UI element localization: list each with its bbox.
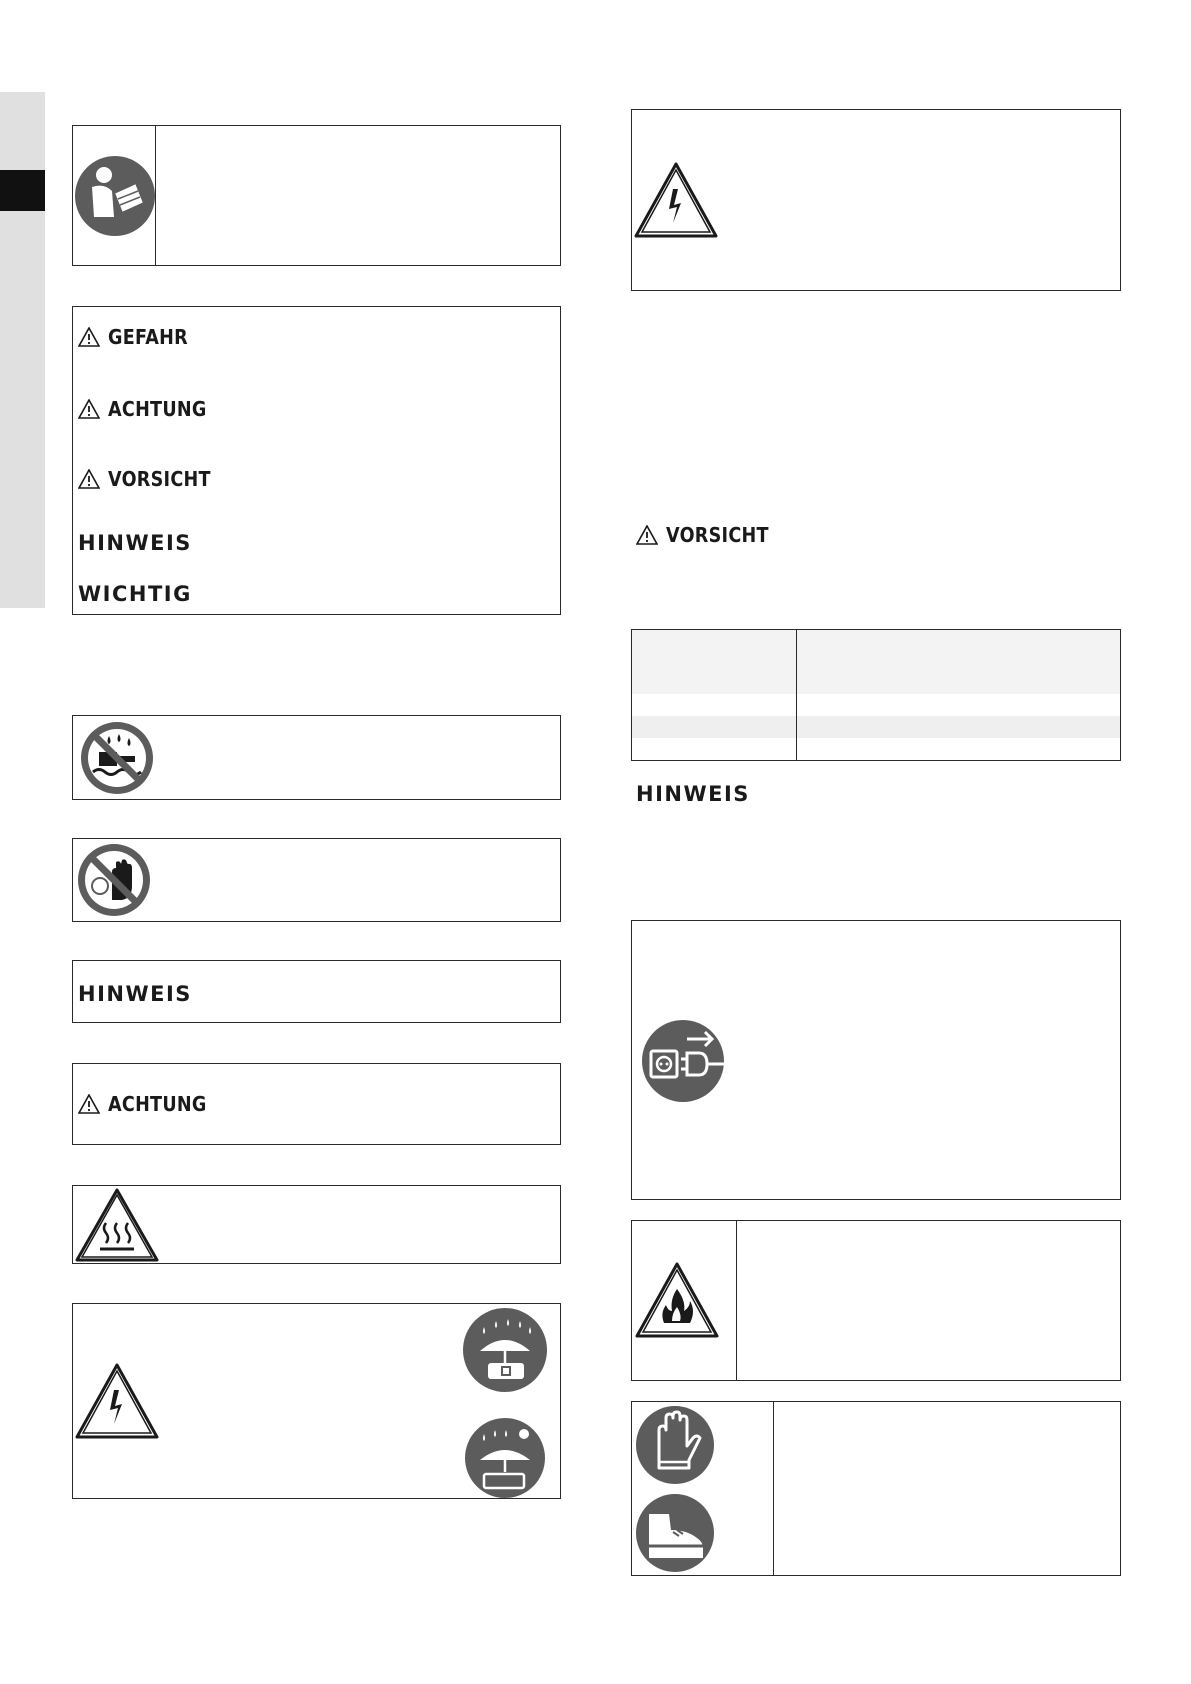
- no-water-spray-icon: [79, 720, 155, 796]
- protect-from-rain-icon: [462, 1307, 548, 1393]
- signal-gefahr: [78, 325, 199, 349]
- box-divider: [736, 1221, 737, 1380]
- signal-word: ACHTUNG: [108, 397, 207, 421]
- electric-box: [631, 109, 1121, 291]
- signal-words-box: [72, 306, 561, 615]
- read-manual-box: [72, 125, 561, 266]
- signal-word: VORSICHT: [108, 467, 211, 491]
- achtung-box: [72, 1063, 561, 1145]
- warning-triangle-icon: [78, 1094, 100, 1114]
- signal-word: ACHTUNG: [108, 1092, 207, 1116]
- table-column-divider: [796, 630, 797, 760]
- wear-gloves-icon: [635, 1404, 715, 1486]
- ppe-box: [631, 1401, 1121, 1576]
- no-touching-icon: [76, 842, 152, 918]
- electric-hazard-icon: [74, 1362, 160, 1440]
- warning-triangle-icon: [78, 399, 100, 419]
- electric-hazard-icon: [633, 161, 719, 239]
- protect-from-weather-icon: [462, 1416, 548, 1498]
- signal-word: VORSICHT: [666, 523, 769, 547]
- table-row: [632, 738, 1120, 760]
- table-row: [632, 716, 1120, 738]
- signal-vorsicht: [78, 467, 225, 491]
- data-table: [631, 629, 1121, 761]
- hot-surface-icon: [74, 1187, 160, 1263]
- wear-safety-boots-icon: [635, 1492, 715, 1574]
- warning-triangle-icon: [78, 327, 100, 347]
- hot-surface-box: [72, 1185, 561, 1264]
- warning-triangle-icon: [636, 525, 658, 545]
- electric-weather-box: [72, 1303, 561, 1499]
- unplug-mains-icon: [641, 1019, 727, 1103]
- side-tab-marker: [0, 170, 45, 211]
- warning-triangle-icon: [78, 469, 100, 489]
- signal-hinweis: HINWEIS: [78, 982, 192, 1006]
- fire-hazard-icon: [634, 1261, 720, 1339]
- fire-hazard-box: [631, 1220, 1121, 1381]
- table-row: [632, 694, 1120, 716]
- no-touch-box: [72, 838, 561, 922]
- signal-wichtig: WICHTIG: [78, 582, 192, 606]
- box-divider: [773, 1402, 774, 1575]
- table-header-row: [632, 630, 1120, 695]
- signal-achtung: [78, 397, 220, 421]
- signal-word: GEFAHR: [108, 325, 188, 349]
- unplug-box: [631, 920, 1121, 1200]
- signal-achtung: [78, 1092, 220, 1116]
- signal-hinweis: HINWEIS: [636, 782, 750, 806]
- hinweis-box: [72, 960, 561, 1023]
- signal-hinweis: HINWEIS: [78, 531, 192, 555]
- read-manual-icon: [74, 155, 156, 237]
- no-water-box: [72, 715, 561, 800]
- signal-vorsicht: [636, 523, 783, 547]
